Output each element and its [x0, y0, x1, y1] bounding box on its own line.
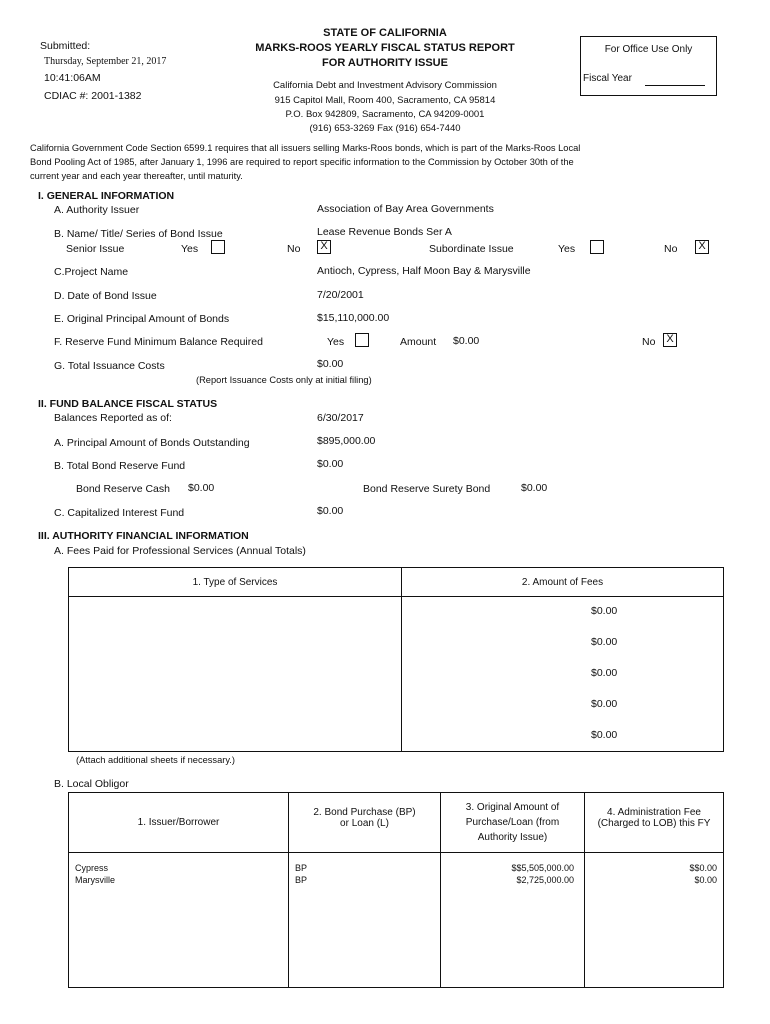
submitted-label: Submitted:: [40, 40, 91, 52]
general-heading: I. GENERAL INFORMATION: [38, 190, 175, 202]
fiscal-year-label: Fiscal Year: [583, 73, 632, 84]
surety-bond-label: Bond Reserve Surety Bond: [363, 483, 491, 495]
original-amount: $2,725,000.00: [516, 875, 574, 885]
project-label: C.Project Name: [54, 266, 129, 278]
financial-heading: III. AUTHORITY FINANCIAL INFORMATION: [38, 530, 249, 542]
obligor-col-borrower-label: 1. Issuer/Borrower: [137, 817, 220, 828]
fees-type-cell: [69, 597, 402, 752]
original-amount: $$5,505,000.00: [511, 863, 574, 873]
agency-address-1: 915 Capitol Mall, Room 400, Sacramento, CA 95814: [274, 95, 496, 106]
subordinate-no-label: No: [664, 243, 678, 255]
fees-col-amount-header: 2. Amount of Fees: [402, 568, 724, 597]
issuance-costs-label: G. Total Issuance Costs: [54, 360, 165, 372]
reserve-amount-value: $0.00: [453, 335, 480, 347]
issuance-costs-note: (Report Issuance Costs only at initial filing): [196, 375, 372, 385]
subordinate-no-checkbox[interactable]: [695, 240, 709, 254]
office-use-box: [580, 36, 717, 96]
fee-amount: $0.00: [591, 636, 618, 648]
principal-value: $15,110,000.00: [317, 312, 390, 324]
authority-label: A. Authority Issuer: [54, 204, 140, 216]
fee-amount: $0.00: [591, 605, 618, 617]
state-title: STATE OF CALIFORNIA: [323, 27, 447, 39]
capitalized-label: C. Capitalized Interest Fund: [54, 507, 185, 519]
reserve-amount-label: Amount: [400, 336, 437, 348]
reserve-cash-value: $0.00: [188, 482, 215, 494]
balances-value: 6/30/2017: [317, 412, 364, 424]
reserve-no-label: No: [642, 336, 656, 348]
obligor-borrower-cell: [69, 853, 289, 988]
senior-issue-label: Senior Issue: [66, 243, 125, 255]
senior-no-label: No: [287, 243, 301, 255]
fund-heading: II. FUND BALANCE FISCAL STATUS: [38, 398, 218, 410]
obligor-col-type-header: [289, 793, 441, 853]
surety-bond-value: $0.00: [521, 482, 548, 494]
outstanding-label: A. Principal Amount of Bonds Outstanding: [54, 437, 250, 449]
reserve-yes-label: Yes: [327, 336, 345, 348]
principal-label: E. Original Principal Amount of Bonds: [54, 313, 230, 325]
reserve-fund-label: B. Total Bond Reserve Fund: [54, 460, 186, 472]
obligor-col-type-label-1: 2. Bond Purchase (BP): [313, 806, 416, 818]
fees-amount-cell: [402, 597, 724, 752]
outstanding-value: $895,000.00: [317, 435, 376, 447]
borrower-name: Cypress: [75, 863, 109, 873]
bond-name-label: B. Name/ Title/ Series of Bond Issue: [54, 228, 223, 240]
obligor-amount-cell: [441, 853, 585, 988]
reserve-yes-checkbox[interactable]: [355, 333, 369, 347]
obligor-table: [68, 792, 724, 988]
intro-line-3: current year and each year thereafter, until maturity.: [30, 171, 243, 181]
borrower-name: Marysville: [75, 875, 116, 885]
cdiac-number: CDIAC #: 2001-1382: [44, 90, 142, 102]
project-value: Antioch, Cypress, Half Moon Bay & Marysville: [317, 265, 531, 277]
reserve-required-label: F. Reserve Fund Minimum Balance Required: [54, 336, 263, 348]
admin-fee: $0.00: [694, 875, 717, 885]
obligor-col-fee-header: [585, 793, 724, 853]
attach-note: (Attach additional sheets if necessary.): [76, 755, 235, 765]
fiscal-year-field[interactable]: [645, 85, 705, 86]
obligor-col-fee-label-1: 4. Administration Fee: [607, 806, 701, 818]
office-use-title: For Office Use Only: [604, 44, 693, 55]
agency-name: California Debt and Investment Advisory Commission: [273, 80, 497, 91]
capitalized-value: $0.00: [317, 505, 344, 517]
obligor-col-amount-label-3: Authority Issue): [477, 832, 548, 843]
obligor-type-cell: [289, 853, 441, 988]
issue-date-value: 7/20/2001: [317, 289, 364, 301]
subordinate-yes-checkbox[interactable]: [590, 240, 604, 254]
fee-amount: $0.00: [591, 667, 618, 679]
fees-label: A. Fees Paid for Professional Services (Annual Totals): [54, 545, 306, 557]
reserve-cash-label: Bond Reserve Cash: [76, 483, 170, 495]
senior-yes-checkbox[interactable]: [211, 240, 225, 254]
fee-amount: $0.00: [591, 729, 618, 741]
obligor-col-amount-label-2: Purchase/Loan (from: [465, 817, 560, 828]
obligor-col-borrower-header: [69, 793, 289, 853]
agency-address-2: P.O. Box 942809, Sacramento, CA 94209-0001: [285, 109, 485, 120]
fees-col-type-header: 1. Type of Services: [69, 568, 402, 597]
senior-yes-label: Yes: [181, 243, 199, 255]
bond-purchase-type: BP: [295, 875, 308, 885]
fees-table: [68, 567, 724, 752]
issuance-costs-value: $0.00: [317, 358, 344, 370]
obligor-col-amount-label-1: 3. Original Amount of: [465, 802, 560, 813]
bond-name-value: Lease Revenue Bonds Ser A: [317, 226, 452, 238]
subordinate-issue-label: Subordinate Issue: [429, 243, 514, 255]
intro-line-1: California Government Code Section 6599.1 requires that all issuers selling Marks-Roos bonds, which is part of the Marks-Roos Local: [30, 143, 581, 153]
submitted-date: Thursday, September 21, 2017: [44, 56, 167, 67]
obligor-col-type-label-2: or Loan (L): [340, 817, 389, 829]
submitted-time: 10:41:06AM: [44, 72, 101, 84]
reserve-no-checkbox[interactable]: [663, 333, 677, 347]
senior-no-checkbox[interactable]: [317, 240, 331, 254]
bond-purchase-type: BP: [295, 863, 308, 873]
subordinate-yes-label: Yes: [558, 243, 576, 255]
admin-fee: $$0.00: [689, 863, 717, 873]
reserve-fund-value: $0.00: [317, 458, 344, 470]
authority-value: Association of Bay Area Governments: [317, 203, 494, 215]
obligor-label: B. Local Obligor: [54, 778, 129, 790]
balances-label: Balances Reported as of:: [54, 412, 172, 424]
obligor-col-fee-label-2: (Charged to LOB) this FY: [597, 817, 711, 829]
agency-phone: (916) 653-3269 Fax (916) 654-7440: [309, 123, 461, 134]
fee-amount: $0.00: [591, 698, 618, 710]
issue-date-label: D. Date of Bond Issue: [54, 290, 157, 302]
report-subtitle: FOR AUTHORITY ISSUE: [322, 57, 448, 69]
report-title: MARKS-ROOS YEARLY FISCAL STATUS REPORT: [255, 42, 515, 54]
obligor-fee-cell: [585, 853, 724, 988]
intro-line-2: Bond Pooling Act of 1985, after January 1, 1996 are required to report specific information to the Commission by October 30th of the: [30, 157, 574, 167]
obligor-col-amount-header: [441, 793, 585, 853]
